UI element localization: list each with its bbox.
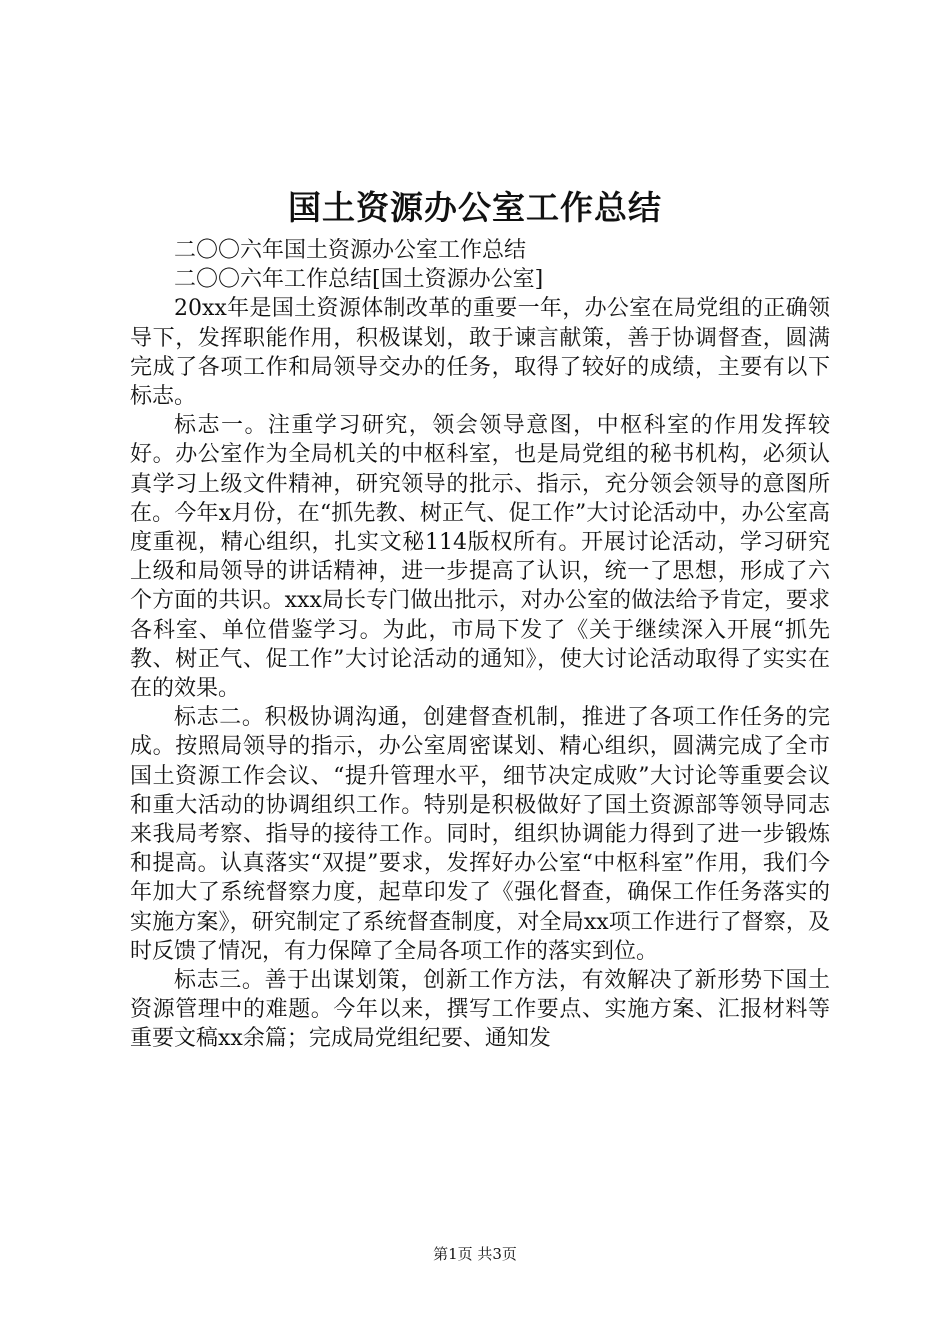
paragraph-subtitle-1: 二〇〇六年国土资源办公室工作总结 (174, 238, 527, 263)
page-footer: 第1页 共3页 (433, 1245, 517, 1263)
paragraph-mark-three: 标志三。善于出谋划策，创新工作方法，有效解决了新形势下国土资源管理中的难题。今年以来，撰写工作要点、实施方案、汇报材料等重要文稿xx余篇；完成局党组纪要、通知发 (130, 968, 830, 1052)
paragraph-subtitle-2: 二〇〇六年工作总结[国土资源办公室] (174, 267, 544, 293)
document-body (130, 236, 830, 1054)
paragraph-mark-one: 标志一。注重学习研究，领会领导意图，中枢科室的作用发挥较好。办公室作为全局机关的中枢科室，也是局党组的秘书机构，必须认真学习上级文件精神，研究领导的批示、指示，充分领会领导的意图所在。今年x月份，在“抓先教、树正气、促工作”大讨论活动中，办公室高度重视，精心组织，扎实文秘114版权所有。开展讨论活动，学习研究上级和局领导的讲话精神，进一步提高了认识，统一了思想，形成了六个方面的共识。xxx局长专门做出批示，对办公室的做法给予肯定，要求各科室、单位借鉴学习。为此，市局下发了《关于继续深入开展“抓先教、树正气、促工作”大讨论活动的通知》，使大讨论活动取得了实实在在的效果。 (130, 413, 830, 702)
document-title: 国土资源办公室工作总结 (288, 188, 662, 227)
paragraph-mark-two: 标志二。积极协调沟通，创建督查机制，推进了各项工作任务的完成。按照局领导的指示，办公室周密谋划、精心组织，圆满完成了全市国土资源工作会议、“提升管理水平，细节决定成败”大讨论等重要会议和重大活动的协调组织工作。特别是积极做好了国土资源部等领导同志来我局考察、指导的接待工作。同时，组织协调能力得到了进一步锻炼和提高。认真落实“双提”要求，发挥好办公室“中枢科室”作用，我们今年加大了系统督察力度，起草印发了《强化督查，确保工作任务落实的实施方案》，研究制定了系统督查制度，对全局xx项工作进行了督察，及时反馈了情况，有力保障了全局各项工作的落实到位。 (130, 705, 830, 964)
paragraph-intro: 20xx年是国土资源体制改革的重要一年，办公室在局党组的正确领导下，发挥职能作用，积极谋划，敢于谏言献策，善于协调督查，圆满完成了各项工作和局领导交办的任务，取得了较好的成绩，主要有以下标志。 (130, 296, 830, 410)
